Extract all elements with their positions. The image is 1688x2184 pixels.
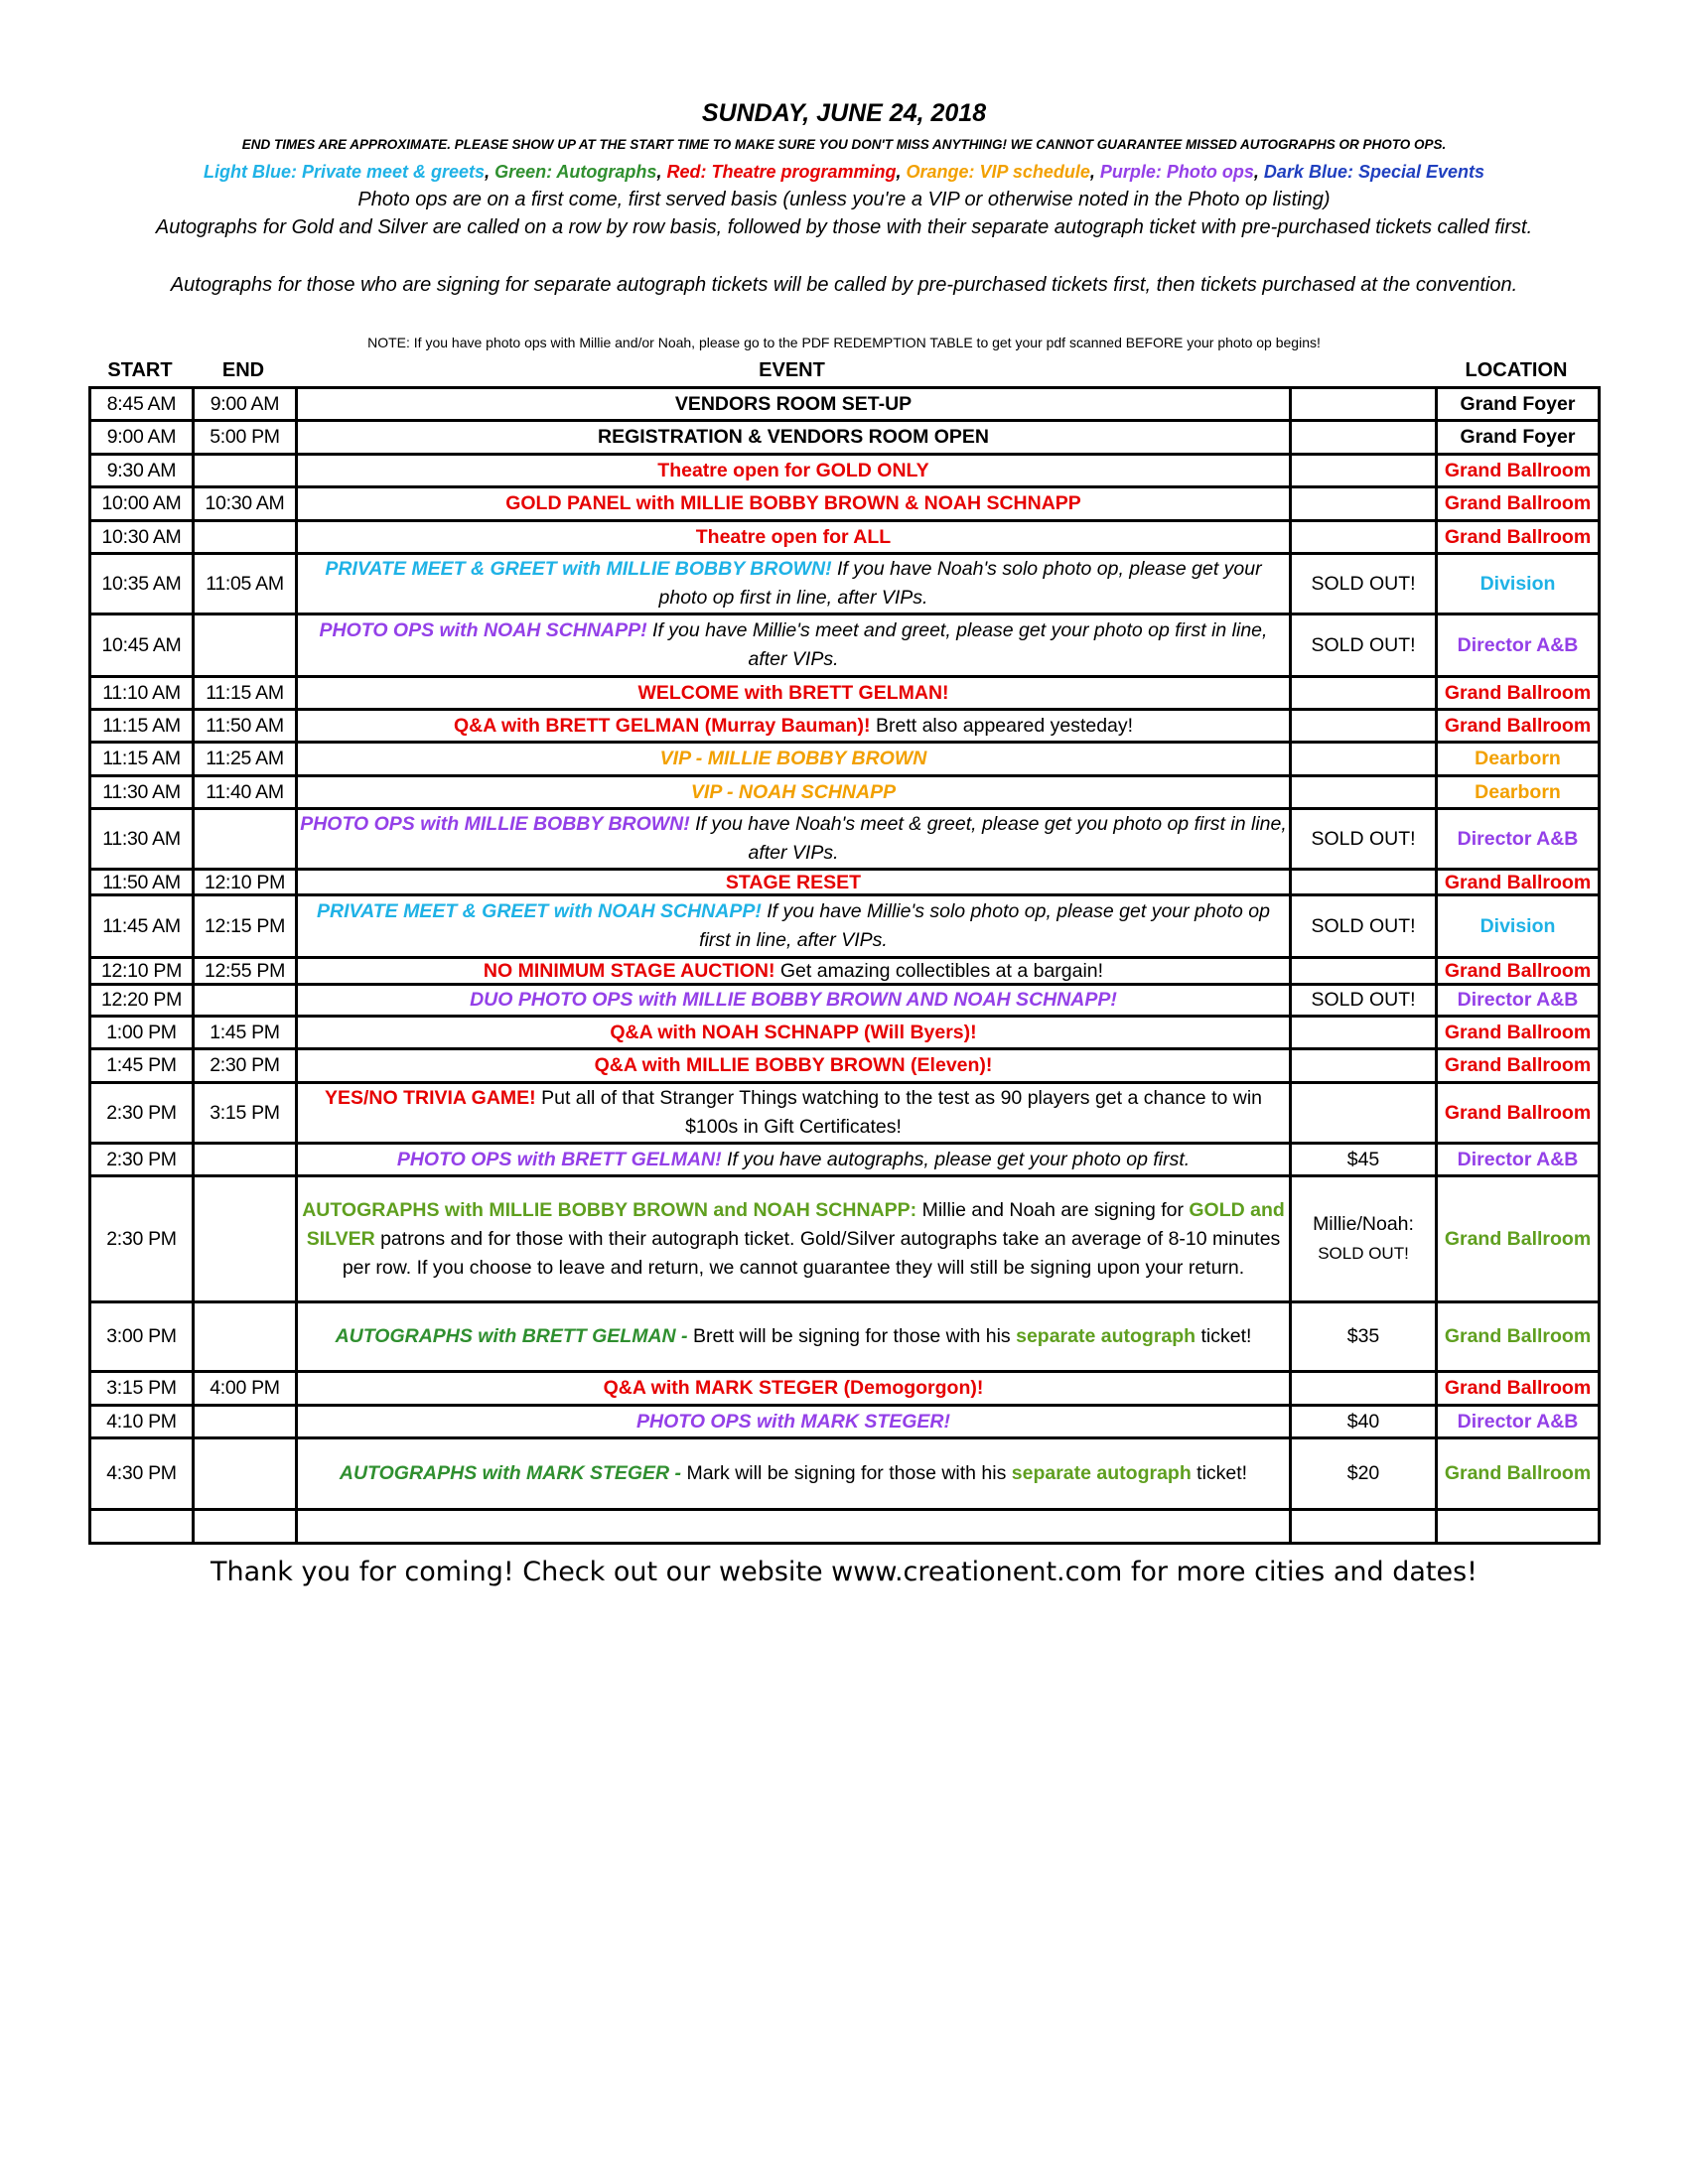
- location-cell: Director A&B: [1437, 809, 1600, 870]
- start-time: 11:50 AM: [90, 870, 194, 895]
- event-cell: [297, 1083, 1291, 1144]
- end-time: 4:00 PM: [194, 1372, 297, 1406]
- table-row: [90, 710, 1600, 743]
- location-cell: Director A&B: [1437, 1406, 1600, 1438]
- table-row: [90, 677, 1600, 710]
- event-cell: [297, 743, 1291, 776]
- end-time: 11:40 AM: [194, 776, 297, 809]
- location-cell: Grand Ballroom: [1437, 677, 1600, 710]
- price-cell: [1291, 710, 1437, 743]
- event-cell: [297, 1049, 1291, 1083]
- event-highlight: separate autograph: [1016, 1325, 1196, 1347]
- location-cell: Grand Ballroom: [1437, 1176, 1600, 1302]
- pdf-redemption-note: NOTE: If you have photo ops with Millie and/or Noah, please go to the PDF REDEMPTION TABLE to get your pdf scanned BEFORE your photo op begins!: [367, 335, 1321, 350]
- location-cell: Grand Ballroom: [1437, 1372, 1600, 1406]
- end-time: 11:50 AM: [194, 710, 297, 743]
- price-status: SOLD OUT!: [1318, 1244, 1409, 1263]
- end-time: 12:55 PM: [194, 958, 297, 985]
- price-cell: [1291, 1083, 1437, 1144]
- price-cell: [1291, 743, 1437, 776]
- event-cell: [297, 677, 1291, 710]
- price-cell: [1291, 958, 1437, 985]
- table-row: [90, 421, 1600, 455]
- table-row: [90, 1302, 1600, 1372]
- price-cell: [1291, 1049, 1437, 1083]
- start-time: 11:45 AM: [90, 895, 194, 958]
- event-title: Q&A with MARK STEGER (Demogorgon)!: [603, 1377, 984, 1399]
- start-time: 2:30 PM: [90, 1083, 194, 1144]
- start-time: 1:45 PM: [90, 1049, 194, 1083]
- event-title: WELCOME with BRETT GELMAN!: [637, 681, 949, 704]
- start-time: 12:20 PM: [90, 985, 194, 1017]
- price-cell: SOLD OUT!: [1291, 809, 1437, 870]
- end-time: 12:15 PM: [194, 895, 297, 958]
- location-cell: Division: [1437, 895, 1600, 958]
- event-cell: [297, 895, 1291, 958]
- event-title: VENDORS ROOM SET-UP: [674, 392, 913, 415]
- event-cell: [297, 870, 1291, 895]
- event-description: Millie and Noah are signing for: [916, 1198, 1190, 1221]
- legend-dark-blue: Dark Blue: Special Events: [1263, 162, 1485, 182]
- end-time: 11:15 AM: [194, 677, 297, 710]
- end-time: [194, 1176, 297, 1302]
- price-label: Millie/Noah:: [1313, 1213, 1414, 1235]
- photo-op-info: Photo ops are on a first come, first served basis (unless you're a VIP or otherwise noted in the Photo op listing): [357, 189, 1331, 210]
- event-cell: [297, 1406, 1291, 1438]
- event-highlight: GOLD and SILVER: [306, 1198, 1285, 1250]
- event-title: PHOTO OPS with NOAH SCHNAPP!: [319, 619, 647, 641]
- location-cell: Director A&B: [1437, 614, 1600, 677]
- start-time: 10:00 AM: [90, 487, 194, 521]
- table-row: [90, 870, 1600, 895]
- legend-light-blue: Light Blue: Private meet & greets: [203, 162, 486, 182]
- event-cell: [297, 487, 1291, 521]
- end-time: [194, 1406, 297, 1438]
- location-cell: Grand Foyer: [1437, 388, 1600, 421]
- price-cell: SOLD OUT!: [1291, 895, 1437, 958]
- event-title: Q&A with BRETT GELMAN (Murray Bauman)!: [453, 714, 871, 737]
- event-title: Q&A with MILLIE BOBBY BROWN (Eleven)!: [594, 1054, 993, 1076]
- end-time: [194, 809, 297, 870]
- event-cell: [297, 421, 1291, 455]
- end-time: [194, 1438, 297, 1510]
- event-highlight: separate autograph: [1011, 1462, 1192, 1484]
- end-time: [194, 1144, 297, 1176]
- event-cell: [297, 958, 1291, 985]
- end-time: 3:15 PM: [194, 1083, 297, 1144]
- event-cell: [297, 554, 1291, 614]
- location-cell: Grand Ballroom: [1437, 1083, 1600, 1144]
- price-cell: $40: [1291, 1406, 1437, 1438]
- end-time: 11:25 AM: [194, 743, 297, 776]
- end-time: 1:45 PM: [194, 1017, 297, 1049]
- event-description: If you have Millie's meet and greet, please get your photo op first in line, after VIPs.: [646, 619, 1268, 670]
- location-cell: Grand Ballroom: [1437, 870, 1600, 895]
- start-time: 11:30 AM: [90, 809, 194, 870]
- table-row: [90, 958, 1600, 985]
- price-cell: [1291, 1372, 1437, 1406]
- start-time: 10:45 AM: [90, 614, 194, 677]
- event-title: Theatre open for ALL: [695, 525, 892, 548]
- event-cell: [297, 521, 1291, 554]
- start-time: 11:10 AM: [90, 677, 194, 710]
- price-cell: [1291, 487, 1437, 521]
- start-time: 1:00 PM: [90, 1017, 194, 1049]
- location-cell: Grand Ballroom: [1437, 521, 1600, 554]
- event-title: VIP - NOAH SCHNAPP: [690, 780, 897, 803]
- table-row: [90, 1017, 1600, 1049]
- page-title: SUNDAY, JUNE 24, 2018: [701, 99, 987, 127]
- event-title: GOLD PANEL with MILLIE BOBBY BROWN & NOAH SCHNAPP: [505, 492, 1081, 514]
- location-cell: Dearborn: [1437, 776, 1600, 809]
- table-row: [90, 1176, 1600, 1302]
- start-time: 11:15 AM: [90, 743, 194, 776]
- event-description: If you have Noah's solo photo op, please get your photo op first in line, after VIPs.: [658, 558, 1262, 609]
- schedule-table: [88, 386, 1601, 1545]
- end-time: [194, 614, 297, 677]
- price-cell: SOLD OUT!: [1291, 985, 1437, 1017]
- price-cell: [1291, 455, 1437, 487]
- event-cell: [297, 1438, 1291, 1510]
- location-cell: Dearborn: [1437, 743, 1600, 776]
- table-row: [90, 1438, 1600, 1510]
- event-description: Get amazing collectibles at a bargain!: [774, 959, 1104, 982]
- event-cell: [297, 809, 1291, 870]
- table-row: [90, 455, 1600, 487]
- location-cell: Grand Foyer: [1437, 421, 1600, 455]
- event-cell: [297, 776, 1291, 809]
- price-cell: [1291, 870, 1437, 895]
- end-time: 5:00 PM: [194, 421, 297, 455]
- event-title: VIP - MILLIE BOBBY BROWN: [659, 748, 927, 769]
- legend-red: Red: Theatre programming: [666, 162, 897, 182]
- event-title: YES/NO TRIVIA GAME!: [324, 1087, 536, 1109]
- table-row: [90, 388, 1600, 421]
- start-time: 12:10 PM: [90, 958, 194, 985]
- location-cell: Grand Ballroom: [1437, 1302, 1600, 1372]
- location-cell: Grand Ballroom: [1437, 487, 1600, 521]
- event-title: AUTOGRAPHS with MARK STEGER -: [339, 1462, 682, 1484]
- end-time: [194, 1302, 297, 1372]
- event-description: ticket!: [1191, 1462, 1248, 1484]
- event-description: If you have Noah's meet & greet, please get you photo op first in line, after VIPs.: [689, 813, 1287, 864]
- price-cell: [1291, 776, 1437, 809]
- event-title: AUTOGRAPHS with BRETT GELMAN -: [335, 1325, 688, 1347]
- event-description: If you have autographs, please get your photo op first.: [721, 1148, 1191, 1170]
- event-description: If you have Millie's solo photo op, please get your photo op first in line, after VIPs.: [699, 900, 1270, 951]
- start-time: 3:00 PM: [90, 1302, 194, 1372]
- event-title: NO MINIMUM STAGE AUCTION!: [483, 959, 775, 982]
- start-time: 10:30 AM: [90, 521, 194, 554]
- end-time: 9:00 AM: [194, 388, 297, 421]
- end-time: [194, 985, 297, 1017]
- start-time: 10:35 AM: [90, 554, 194, 614]
- price-cell: [1291, 1176, 1437, 1302]
- end-time: 10:30 AM: [194, 487, 297, 521]
- event-cell: [297, 1372, 1291, 1406]
- event-title: PRIVATE MEET & GREET with MILLIE BOBBY BROWN!: [325, 558, 832, 580]
- color-legend: Light Blue: Private meet & greets, Green: Autographs, Red: Theatre programming, Orange: VIP schedule, Purple: Photo ops, Dark Blue: Special Events: [203, 162, 1485, 182]
- start-time: 9:00 AM: [90, 421, 194, 455]
- start-time: 2:30 PM: [90, 1144, 194, 1176]
- table-row: [90, 776, 1600, 809]
- start-time: 11:15 AM: [90, 710, 194, 743]
- location-cell: Grand Ballroom: [1437, 1438, 1600, 1510]
- table-row: [90, 614, 1600, 677]
- start-time: 4:10 PM: [90, 1406, 194, 1438]
- event-cell: [297, 985, 1291, 1017]
- legend-orange: Orange: VIP schedule: [906, 162, 1090, 182]
- price-cell: [1291, 677, 1437, 710]
- table-row: [90, 1083, 1600, 1144]
- legend-green: Green: Autographs: [494, 162, 657, 182]
- location-cell: Director A&B: [1437, 985, 1600, 1017]
- price-cell: [1291, 1017, 1437, 1049]
- price-cell: SOLD OUT!: [1291, 614, 1437, 677]
- price-cell: $35: [1291, 1302, 1437, 1372]
- event-cell: [297, 1176, 1291, 1302]
- location-cell: Grand Ballroom: [1437, 455, 1600, 487]
- location-cell: Director A&B: [1437, 1144, 1600, 1176]
- table-row: [90, 895, 1600, 958]
- event-title: DUO PHOTO OPS with MILLIE BOBBY BROWN AND NOAH SCHNAPP!: [470, 989, 1117, 1011]
- table-row: [90, 1372, 1600, 1406]
- header-end: END: [221, 359, 265, 381]
- location-cell: Grand Ballroom: [1437, 958, 1600, 985]
- header-location: LOCATION: [1465, 359, 1568, 381]
- end-time: [194, 521, 297, 554]
- table-row: [90, 1144, 1600, 1176]
- end-time: 11:05 AM: [194, 554, 297, 614]
- event-cell: [297, 614, 1291, 677]
- footer-text: Thank you for coming! Check out our website www.creationent.com for more cities and dates!: [211, 1557, 1477, 1587]
- event-title: PHOTO OPS with MILLIE BOBBY BROWN!: [300, 813, 690, 835]
- table-row: [90, 554, 1600, 614]
- location-cell: Grand Ballroom: [1437, 710, 1600, 743]
- separate-autograph-info: Autographs for those who are signing for separate autograph tickets will be called by pre-purchased tickets first, then tickets purchased at the convention.: [170, 274, 1518, 296]
- end-time: 2:30 PM: [194, 1049, 297, 1083]
- event-title: REGISTRATION & VENDORS ROOM OPEN: [598, 426, 989, 448]
- location-cell: Grand Ballroom: [1437, 1049, 1600, 1083]
- event-title: Q&A with NOAH SCHNAPP (Will Byers)!: [610, 1021, 977, 1043]
- table-row: [90, 487, 1600, 521]
- price-cell: [1291, 521, 1437, 554]
- end-time: [194, 455, 297, 487]
- price-cell: SOLD OUT!: [1291, 554, 1437, 614]
- event-title: STAGE RESET: [725, 871, 862, 893]
- header-start: START: [107, 359, 173, 381]
- event-title: AUTOGRAPHS with MILLIE BOBBY BROWN and NOAH SCHNAPP:: [302, 1198, 917, 1221]
- event-cell: [297, 1017, 1291, 1049]
- event-description: patrons and for those with their autograph ticket. Gold/Silver autographs take an average of 8-10 minutes per row. If you choose to leave and return, we cannot guarantee they will still be signing upon your return.: [342, 1227, 1281, 1279]
- end-times-warning: END TIMES ARE APPROXIMATE. PLEASE SHOW UP AT THE START TIME TO MAKE SURE YOU DON'T MISS ANYTHING! WE CANNOT GUARANTEE MISSED AUTOGRAPHS OR PHOTO OPS.: [241, 137, 1447, 152]
- start-time: 3:15 PM: [90, 1372, 194, 1406]
- location-cell: Division: [1437, 554, 1600, 614]
- event-cell: [297, 710, 1291, 743]
- start-time: 8:45 AM: [90, 388, 194, 421]
- legend-purple: Purple: Photo ops: [1099, 162, 1254, 182]
- gold-silver-info: Autographs for Gold and Silver are called on a row by row basis, followed by those with their separate autograph ticket with pre-purchased tickets called first.: [155, 216, 1533, 238]
- event-description: ticket!: [1196, 1325, 1252, 1347]
- empty-table-row: [90, 1510, 1600, 1544]
- table-row: [90, 521, 1600, 554]
- event-cell: [297, 388, 1291, 421]
- location-cell: Grand Ballroom: [1437, 1017, 1600, 1049]
- table-row: [90, 1406, 1600, 1438]
- event-cell: [297, 1302, 1291, 1372]
- price-cell: $20: [1291, 1438, 1437, 1510]
- end-time: 12:10 PM: [194, 870, 297, 895]
- table-row: [90, 809, 1600, 870]
- event-cell: [297, 455, 1291, 487]
- price-cell: [1291, 388, 1437, 421]
- event-description: Brett also appeared yesteday!: [870, 714, 1134, 737]
- header-event: EVENT: [759, 359, 825, 381]
- price-cell: $45: [1291, 1144, 1437, 1176]
- table-row: [90, 985, 1600, 1017]
- start-time: 9:30 AM: [90, 455, 194, 487]
- event-title: PRIVATE MEET & GREET with NOAH SCHNAPP!: [317, 900, 762, 922]
- event-title: PHOTO OPS with BRETT GELMAN!: [396, 1148, 722, 1170]
- start-time: 2:30 PM: [90, 1176, 194, 1302]
- table-row: [90, 1049, 1600, 1083]
- price-cell: [1291, 421, 1437, 455]
- start-time: 11:30 AM: [90, 776, 194, 809]
- event-cell: [297, 1144, 1291, 1176]
- event-description: Put all of that Stranger Things watching to the test as 90 players get a chance to win $100s in Gift Certificates!: [535, 1087, 1263, 1138]
- table-row: [90, 743, 1600, 776]
- event-description: Brett will be signing for those with his: [687, 1325, 1017, 1347]
- event-description: Mark will be signing for those with his: [681, 1462, 1012, 1484]
- event-title: PHOTO OPS with MARK STEGER!: [636, 1410, 950, 1433]
- start-time: 4:30 PM: [90, 1438, 194, 1510]
- event-title: Theatre open for GOLD ONLY: [657, 459, 929, 481]
